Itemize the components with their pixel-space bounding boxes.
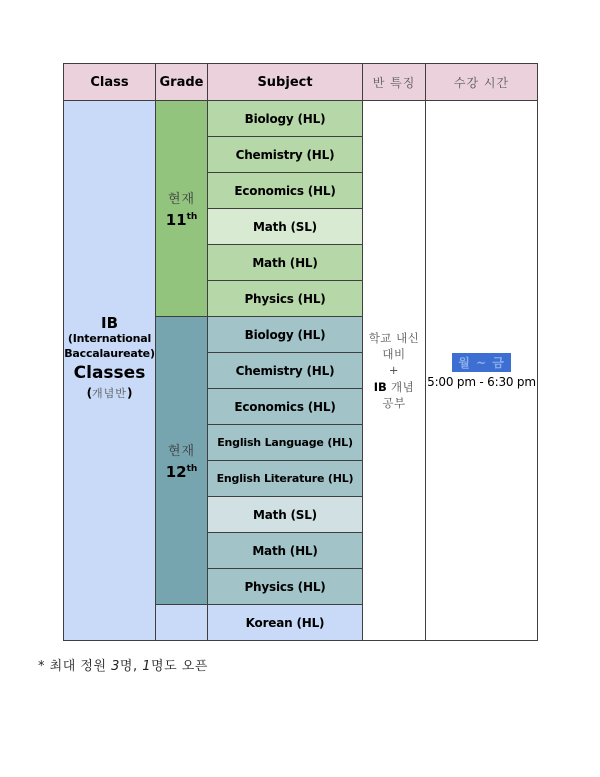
features-cell [363,101,426,641]
subject-cell: Chemistry (HL) [208,137,363,173]
grade-11-cell [156,101,208,317]
subject-cell: Math (SL) [208,497,363,533]
header-row [64,64,538,101]
subject-cell: Physics (HL) [208,281,363,317]
header-subject: Subject [208,64,363,101]
features-line: 대비 [382,347,406,362]
header-time: 수강 시간 [426,64,538,101]
header-class: Class [64,64,156,101]
grade-12-cell [156,317,208,605]
class-korean-label: (개념반) [86,385,133,400]
features-line: 학교 내신 [368,331,420,346]
subject-cell: Economics (HL) [208,389,363,425]
subject-cell: Math (HL) [208,533,363,569]
grade-11-now-label: 현재 [167,192,196,207]
grade-12-number: 12th [165,463,198,481]
features-line: 공부 [382,395,406,410]
subject-cell: Physics (HL) [208,569,363,605]
footnote: * 최대 정원 3명, 1명도 오픈 [38,659,208,674]
grade-11-number: 11th [165,211,198,229]
header-features: 반 특징 [363,64,426,101]
subject-cell: Economics (HL) [208,173,363,209]
class-subtitle-line2: Baccalaureate) [64,346,155,360]
subject-cell: Math (HL) [208,245,363,281]
features-line: + [388,363,400,378]
class-title: IB [100,314,118,333]
schedule-table [63,63,538,641]
subject-cell: Math (SL) [208,209,363,245]
subject-cell: English Language (HL) [208,425,363,461]
class-hours: 5:00 pm - 6:30 pm [427,375,536,389]
grade-12-now-label: 현재 [167,444,196,459]
subject-cell: Biology (HL) [208,317,363,353]
selected-days-text: 월 ~ 금 [452,353,511,372]
grade-korean-empty-cell [156,605,208,641]
features-line: IB 개념 [373,379,415,394]
table-row [64,101,538,137]
class-label: Classes [73,362,146,383]
subject-cell: Korean (HL) [208,605,363,641]
subject-cell: English Literature (HL) [208,461,363,497]
subject-cell: Biology (HL) [208,101,363,137]
subject-cell: Chemistry (HL) [208,353,363,389]
class-cell [64,101,156,641]
header-grade: Grade [156,64,208,101]
class-subtitle-line1: (International [67,332,152,346]
time-cell [426,101,538,641]
